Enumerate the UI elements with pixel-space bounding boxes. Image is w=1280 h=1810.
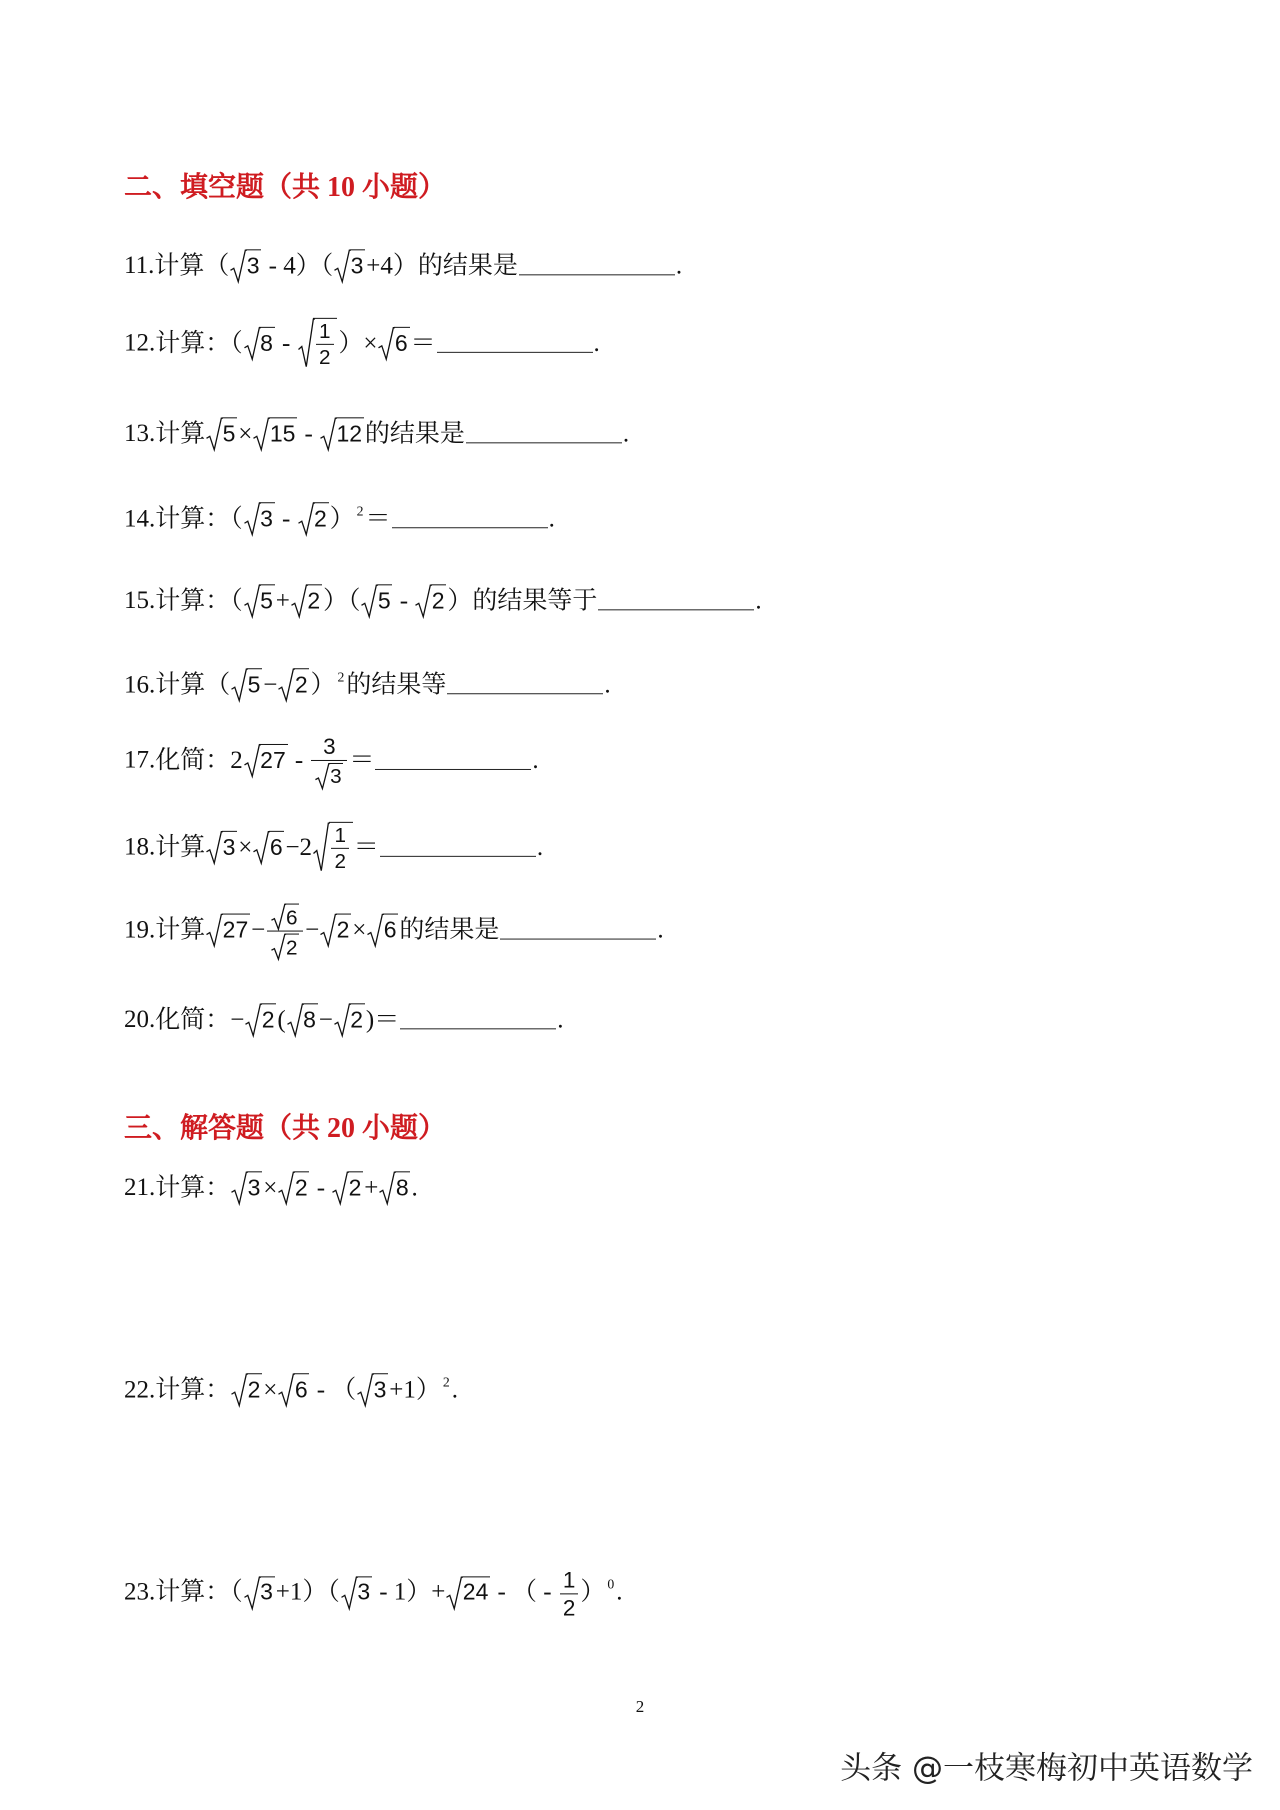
text-run: 计算：（ [155, 587, 243, 615]
question-number: 16. [124, 671, 156, 699]
text-run: 计算： [155, 1174, 231, 1202]
radical-sign [206, 831, 223, 864]
radicand [313, 318, 337, 368]
question-body [155, 505, 555, 532]
text-run: - [393, 587, 415, 615]
radicand [222, 914, 250, 943]
radical-sign [206, 914, 223, 947]
math-value: 6 [294, 1376, 308, 1403]
answer-blank [466, 420, 622, 444]
text-run: 计算 [155, 833, 206, 861]
radicand [285, 904, 299, 930]
answer-blank [375, 746, 531, 770]
square-root [278, 1171, 309, 1204]
radicand [247, 668, 263, 697]
square-root [253, 417, 297, 450]
square-root [245, 1003, 276, 1036]
radicand [373, 1373, 389, 1402]
square-root [291, 584, 322, 617]
question-number: 14. [124, 505, 156, 533]
text-run: - [310, 1174, 332, 1202]
text-run: × [263, 1376, 278, 1404]
text-run: . [675, 252, 683, 280]
question-14 [124, 502, 555, 536]
square-root [231, 1171, 262, 1204]
square-root [415, 584, 446, 617]
radicand [306, 584, 322, 613]
radicand [247, 1171, 263, 1200]
radicand [246, 249, 262, 278]
math-value: 3 [260, 1578, 273, 1605]
radicand [350, 249, 366, 278]
text-run: 计算 [155, 420, 206, 448]
radicand [294, 668, 310, 697]
text-run: - [275, 505, 297, 533]
question-number: 21. [124, 1174, 156, 1202]
math-value: 27 [260, 746, 286, 773]
math-value: 6 [383, 916, 397, 943]
text-run: - [275, 329, 297, 357]
radicand [247, 1373, 263, 1402]
superscript-exponent: 2 [337, 669, 345, 685]
math-value: 5 [247, 671, 261, 698]
radical-sign [379, 1171, 396, 1204]
text-run: . [657, 916, 664, 944]
question-20 [124, 1003, 563, 1036]
radicand [285, 934, 299, 960]
numerator [331, 825, 349, 849]
text-run: - （ - [491, 1578, 558, 1606]
text-run: − [251, 916, 266, 944]
radical-sign [231, 1373, 248, 1406]
question-19 [124, 904, 664, 961]
text-run: 计算（ [154, 252, 230, 280]
math-value: 3 [247, 1174, 261, 1201]
question-13 [124, 417, 629, 450]
square-root [244, 584, 275, 617]
question-body [155, 671, 610, 698]
square-root [367, 914, 398, 947]
numerator [316, 321, 334, 345]
square-root [332, 1171, 363, 1204]
text-run: . [755, 587, 762, 615]
radicand [222, 417, 238, 446]
question-number: 13. [124, 420, 156, 448]
radical-sign [244, 1576, 261, 1609]
answer-blank [447, 671, 603, 695]
math-value: 8 [303, 1006, 316, 1033]
answer-blank [500, 916, 656, 940]
text-run: 计算：（ [155, 505, 243, 533]
question-11 [124, 249, 682, 282]
answer-blank [519, 252, 675, 276]
radical-sign [230, 249, 247, 282]
question-body [155, 1174, 417, 1201]
text-run: ）× [338, 329, 378, 357]
question-number: 23. [124, 1578, 156, 1606]
radicand [349, 1003, 365, 1032]
radical-sign [271, 934, 286, 960]
text-run: ）（ [322, 587, 361, 615]
radical-sign [378, 327, 395, 360]
question-number: 19. [124, 916, 156, 944]
math-value: 15 [269, 420, 296, 447]
superscript-exponent: 2 [442, 1374, 450, 1390]
square-root [361, 584, 392, 617]
answer-blank [598, 587, 754, 611]
radicand [259, 584, 275, 613]
text-run: ） [580, 1578, 606, 1606]
radical-sign [315, 763, 330, 789]
text-run: - [298, 420, 320, 448]
fraction [331, 825, 349, 872]
math-value: 5 [377, 587, 391, 614]
radical-sign [341, 1576, 358, 1609]
question-body [155, 319, 600, 369]
radical-sign [298, 318, 315, 368]
answer-blank [392, 505, 548, 529]
radical-sign [253, 831, 270, 864]
math-value: 12 [336, 420, 363, 447]
text-run: ）的结果等于 [447, 587, 598, 615]
square-root [287, 1003, 318, 1036]
question-22 [124, 1373, 458, 1407]
radicand [259, 327, 275, 356]
math-value: 8 [395, 1174, 409, 1201]
question-body [155, 587, 761, 614]
question-number: 17. [124, 746, 156, 774]
radicand [259, 744, 287, 773]
radical-sign [244, 744, 261, 777]
section-heading-answer: 三、解答题（共 20 小题） [124, 1112, 447, 1144]
radical-sign [320, 914, 337, 947]
text-run: . [411, 1174, 418, 1202]
denominator [316, 344, 334, 368]
radical-sign [245, 1003, 262, 1036]
square-root [378, 327, 409, 360]
text-run: 计算 [155, 916, 206, 944]
text-run: +1） [389, 1376, 441, 1404]
radicand [302, 1003, 318, 1032]
question-body [155, 1567, 623, 1620]
text-run: 化简：− [155, 1006, 245, 1034]
math-value: 3 [350, 252, 364, 279]
radical-sign [244, 327, 261, 360]
radicand [294, 1171, 310, 1200]
square-root [271, 904, 299, 930]
text-run: ） [329, 505, 355, 533]
square-root [244, 502, 275, 535]
math-value: 1 [319, 319, 331, 343]
radicand [336, 914, 352, 943]
text-run: . [593, 329, 600, 357]
question-body [155, 1376, 458, 1403]
text-run: 计算（ [155, 671, 231, 699]
math-value: 2 [336, 916, 350, 943]
radical-sign [361, 584, 378, 617]
question-body [155, 420, 629, 447]
answer-blank [437, 329, 593, 353]
square-root [298, 502, 329, 535]
text-run: ＝ [410, 329, 436, 357]
math-value: 27 [222, 916, 249, 943]
text-run: ） [310, 671, 336, 699]
radicand [261, 1003, 277, 1032]
answer-blank [400, 1006, 556, 1030]
square-root [446, 1576, 490, 1609]
math-value: 2 [350, 1006, 364, 1033]
radical-sign [253, 417, 270, 450]
math-value: 3 [222, 833, 236, 860]
math-value: 6 [285, 906, 298, 930]
text-run: . [604, 671, 611, 699]
text-run: − [305, 916, 320, 944]
radical-sign [313, 822, 330, 872]
text-run: × [238, 833, 253, 861]
question-18 [124, 822, 543, 872]
denominator [311, 761, 347, 789]
square-root [298, 318, 338, 368]
radicand [348, 1171, 364, 1200]
numerator [560, 1568, 579, 1594]
question-number: 15. [124, 587, 156, 615]
text-run: . [532, 746, 539, 774]
square-root [334, 249, 365, 282]
math-value: 1 [562, 1567, 576, 1593]
math-value: 3 [330, 765, 342, 789]
text-run: 化简：2 [155, 746, 243, 774]
superscript-exponent: 2 [356, 503, 364, 519]
question-23 [124, 1568, 623, 1619]
watermark: 头条 @一枝寒梅初中英语数学 [840, 1750, 1253, 1787]
text-run: ＝ [365, 505, 391, 533]
answer-blank [380, 833, 536, 857]
text-run: 计算：（ [155, 329, 243, 357]
square-root [206, 914, 250, 947]
text-run: . [557, 1006, 564, 1034]
math-value: 2 [431, 587, 445, 614]
text-run: 的结果等 [346, 671, 447, 699]
radicand [394, 327, 410, 356]
radicand [329, 822, 353, 872]
square-root [320, 914, 351, 947]
radicand [329, 763, 343, 789]
question-body [155, 906, 664, 960]
text-run: −2 [285, 833, 313, 861]
denominator [560, 1594, 579, 1620]
question-body [155, 1006, 563, 1033]
square-root [315, 763, 343, 789]
math-value: 3 [323, 733, 336, 759]
square-root [271, 934, 299, 960]
square-root [231, 668, 262, 701]
fraction [560, 1568, 579, 1619]
radical-sign [415, 584, 432, 617]
text-run: 的结果是 [364, 420, 465, 448]
radical-sign [287, 1003, 304, 1036]
page-number: 2 [635, 1697, 645, 1716]
radical-sign [334, 249, 351, 282]
text-run: . [548, 505, 555, 533]
question-number: 22. [124, 1376, 156, 1404]
question-17 [124, 735, 539, 789]
square-root [244, 327, 275, 360]
superscript-exponent: 0 [607, 1576, 615, 1592]
text-run: + [275, 587, 290, 615]
text-run: - 4）（ [262, 252, 334, 280]
text-run: . [451, 1376, 459, 1404]
square-root [230, 249, 261, 282]
text-run: )＝ [365, 1006, 400, 1034]
denominator [267, 932, 303, 960]
math-value: 5 [222, 420, 236, 447]
radicand [313, 502, 329, 531]
text-run: . [616, 1578, 623, 1606]
radical-sign [357, 1373, 374, 1406]
radical-sign [244, 584, 261, 617]
radicand [377, 584, 393, 613]
radical-sign [271, 904, 286, 930]
square-root [341, 1576, 372, 1609]
text-run: ＝ [353, 833, 379, 861]
math-value: 3 [373, 1376, 387, 1403]
radicand [431, 584, 447, 613]
text-run: - [288, 746, 310, 774]
fraction [267, 904, 303, 961]
fraction [311, 735, 347, 789]
radical-sign [446, 1576, 463, 1609]
math-value: 2 [314, 505, 327, 532]
question-number: 11. [124, 252, 155, 280]
square-root [278, 1373, 309, 1406]
text-run: +4）的结果是 [366, 252, 518, 280]
question-15 [124, 584, 762, 617]
radicand [383, 914, 399, 943]
text-run: ( [277, 1006, 286, 1034]
question-16 [124, 668, 611, 702]
square-root [313, 822, 353, 872]
math-value: 6 [269, 833, 283, 860]
fraction [316, 321, 334, 368]
radicand [294, 1373, 310, 1402]
radicand [395, 1171, 411, 1200]
question-number: 18. [124, 833, 156, 861]
math-value: 2 [294, 1174, 308, 1201]
math-value: 2 [247, 1376, 261, 1403]
text-run: − [318, 1006, 333, 1034]
square-root [206, 417, 237, 450]
square-root [334, 1003, 365, 1036]
radicand [336, 417, 364, 446]
radicand [269, 831, 285, 860]
math-value: 2 [261, 1006, 275, 1033]
radicand [259, 1576, 275, 1605]
math-value: 2 [294, 671, 308, 698]
square-root [379, 1171, 410, 1204]
text-run: 计算：（ [155, 1578, 243, 1606]
text-run: ＝ [349, 746, 375, 774]
text-run: 计算： [155, 1376, 231, 1404]
question-12 [124, 318, 600, 368]
math-value: 6 [394, 329, 408, 356]
square-root [206, 831, 237, 864]
radical-sign [244, 502, 261, 535]
math-value: 5 [260, 587, 273, 614]
math-value: 3 [357, 1578, 371, 1605]
section-heading-fill-in: 二、填空题（共 10 小题） [124, 171, 447, 203]
radical-sign [291, 584, 308, 617]
math-value: 2 [285, 936, 298, 960]
radicand [269, 417, 297, 446]
radicand [356, 1576, 372, 1605]
text-run: − [263, 671, 278, 699]
radical-sign [278, 1373, 295, 1406]
radicand [462, 1576, 490, 1605]
square-root [244, 1576, 275, 1609]
text-run: 的结果是 [399, 916, 500, 944]
radical-sign [298, 502, 315, 535]
numerator [267, 904, 303, 932]
square-root [278, 668, 309, 701]
radical-sign [231, 668, 248, 701]
square-root [253, 831, 284, 864]
radicand [222, 831, 238, 860]
text-run: - （ [310, 1376, 357, 1404]
square-root [320, 417, 364, 450]
math-value: 1 [334, 823, 346, 847]
square-root [231, 1373, 262, 1406]
radical-sign [367, 914, 384, 947]
radical-sign [278, 1171, 295, 1204]
denominator [331, 848, 349, 872]
radical-sign [332, 1171, 349, 1204]
math-value: 2 [319, 345, 331, 369]
math-value: 8 [260, 329, 273, 356]
math-value: 2 [334, 849, 346, 873]
question-21 [124, 1171, 418, 1204]
text-run: × [352, 916, 367, 944]
text-run: . [622, 420, 630, 448]
text-run: × [263, 1174, 278, 1202]
question-body [155, 823, 544, 873]
square-root [357, 1373, 388, 1406]
question-number: 20. [124, 1006, 156, 1034]
radical-sign [334, 1003, 351, 1036]
radical-sign [320, 417, 337, 450]
square-root [244, 744, 288, 777]
text-run: + [364, 1174, 379, 1202]
math-value: 2 [307, 587, 321, 614]
radical-sign [231, 1171, 248, 1204]
text-run: +1）（ [275, 1578, 340, 1606]
numerator [311, 735, 347, 761]
question-body [155, 733, 539, 789]
math-value: 3 [260, 505, 273, 532]
radical-sign [206, 417, 223, 450]
question-number: 12. [124, 329, 156, 357]
math-value: 24 [462, 1578, 489, 1605]
text-run: × [238, 420, 253, 448]
radicand [259, 502, 275, 531]
math-value: 2 [348, 1174, 362, 1201]
math-value: 3 [246, 252, 260, 279]
question-body [154, 252, 682, 279]
text-run: - 1）+ [372, 1578, 446, 1606]
math-value: 2 [562, 1595, 576, 1620]
text-run: . [536, 833, 544, 861]
radical-sign [278, 668, 295, 701]
